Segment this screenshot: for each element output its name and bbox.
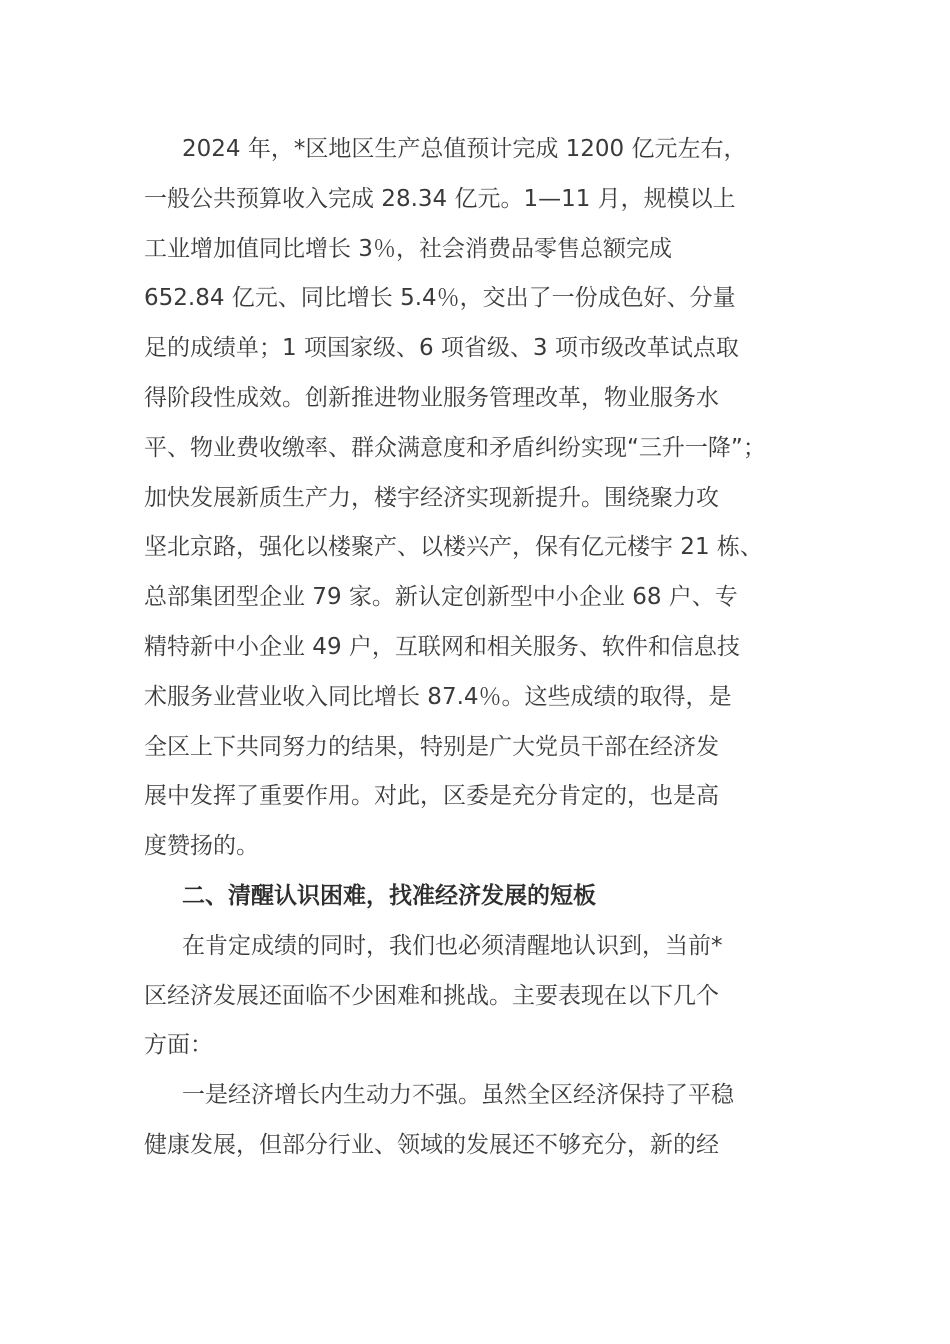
text-line: 平、物业费收缴率、群众满意度和矛盾纠纷实现“三升一降”； — [144, 434, 766, 461]
text-line: 足的成绩单；1 项国家级、6 项省级、3 项市级改革试点取 — [144, 335, 739, 362]
text-line: 在肯定成绩的同时，我们也必须清醒地认识到，当前* — [182, 932, 723, 959]
text-line: 2024 年，*区地区生产总值预计完成 1200 亿元左右， — [182, 136, 747, 162]
text-line: 一般公共预算收入完成 28.34 亿元。1—11 月，规模以上 — [144, 185, 736, 212]
text-line: 健康发展，但部分行业、领域的发展还不够充分，新的经 — [144, 1131, 719, 1158]
text-line: 展中发挥了重要作用。对此，区委是充分肯定的，也是高 — [144, 783, 719, 810]
text-line: 精特新中小企业 49 户，互联网和相关服务、软件和信息技 — [144, 633, 740, 660]
paragraph-challenge-one — [144, 1071, 824, 1171]
text-line: 方面： — [144, 1032, 213, 1059]
text-line: 术服务业营业收入同比增长 87.4％。这些成绩的取得，是 — [144, 683, 732, 710]
text-line: 652.84 亿元、同比增长 5.4％，交出了一份成色好、分量 — [144, 285, 736, 312]
text-line: 度赞扬的。 — [144, 833, 259, 860]
text-line: 工业增加值同比增长 3％，社会消费品零售总额完成 — [144, 235, 672, 262]
text-line: 区经济发展还面临不少困难和挑战。主要表现在以下几个 — [144, 982, 719, 1009]
paragraph-achievements — [144, 125, 824, 872]
text-line: 加快发展新质生产力，楼宇经济实现新提升。围绕聚力攻 — [144, 484, 719, 511]
text-line: 总部集团型企业 79 家。新认定创新型中小企业 68 户、专 — [144, 584, 738, 611]
paragraph-challenges-intro — [144, 922, 824, 1071]
text-line: 一是经济增长内生动力不强。虽然全区经济保持了平稳 — [182, 1082, 734, 1109]
text-line: 全区上下共同努力的结果，特别是广大党员干部在经济发 — [144, 733, 719, 760]
section-heading-text: 二、清醒认识困难，找准经济发展的短板 — [182, 882, 596, 909]
section-heading-2 — [144, 872, 824, 922]
text-line: 得阶段性成效。创新推进物业服务管理改革，物业服务水 — [144, 384, 719, 411]
document-body — [144, 125, 824, 1171]
text-line: 坚北京路，强化以楼聚产、以楼兴产，保有亿元楼宇 21 栋、 — [144, 534, 763, 561]
